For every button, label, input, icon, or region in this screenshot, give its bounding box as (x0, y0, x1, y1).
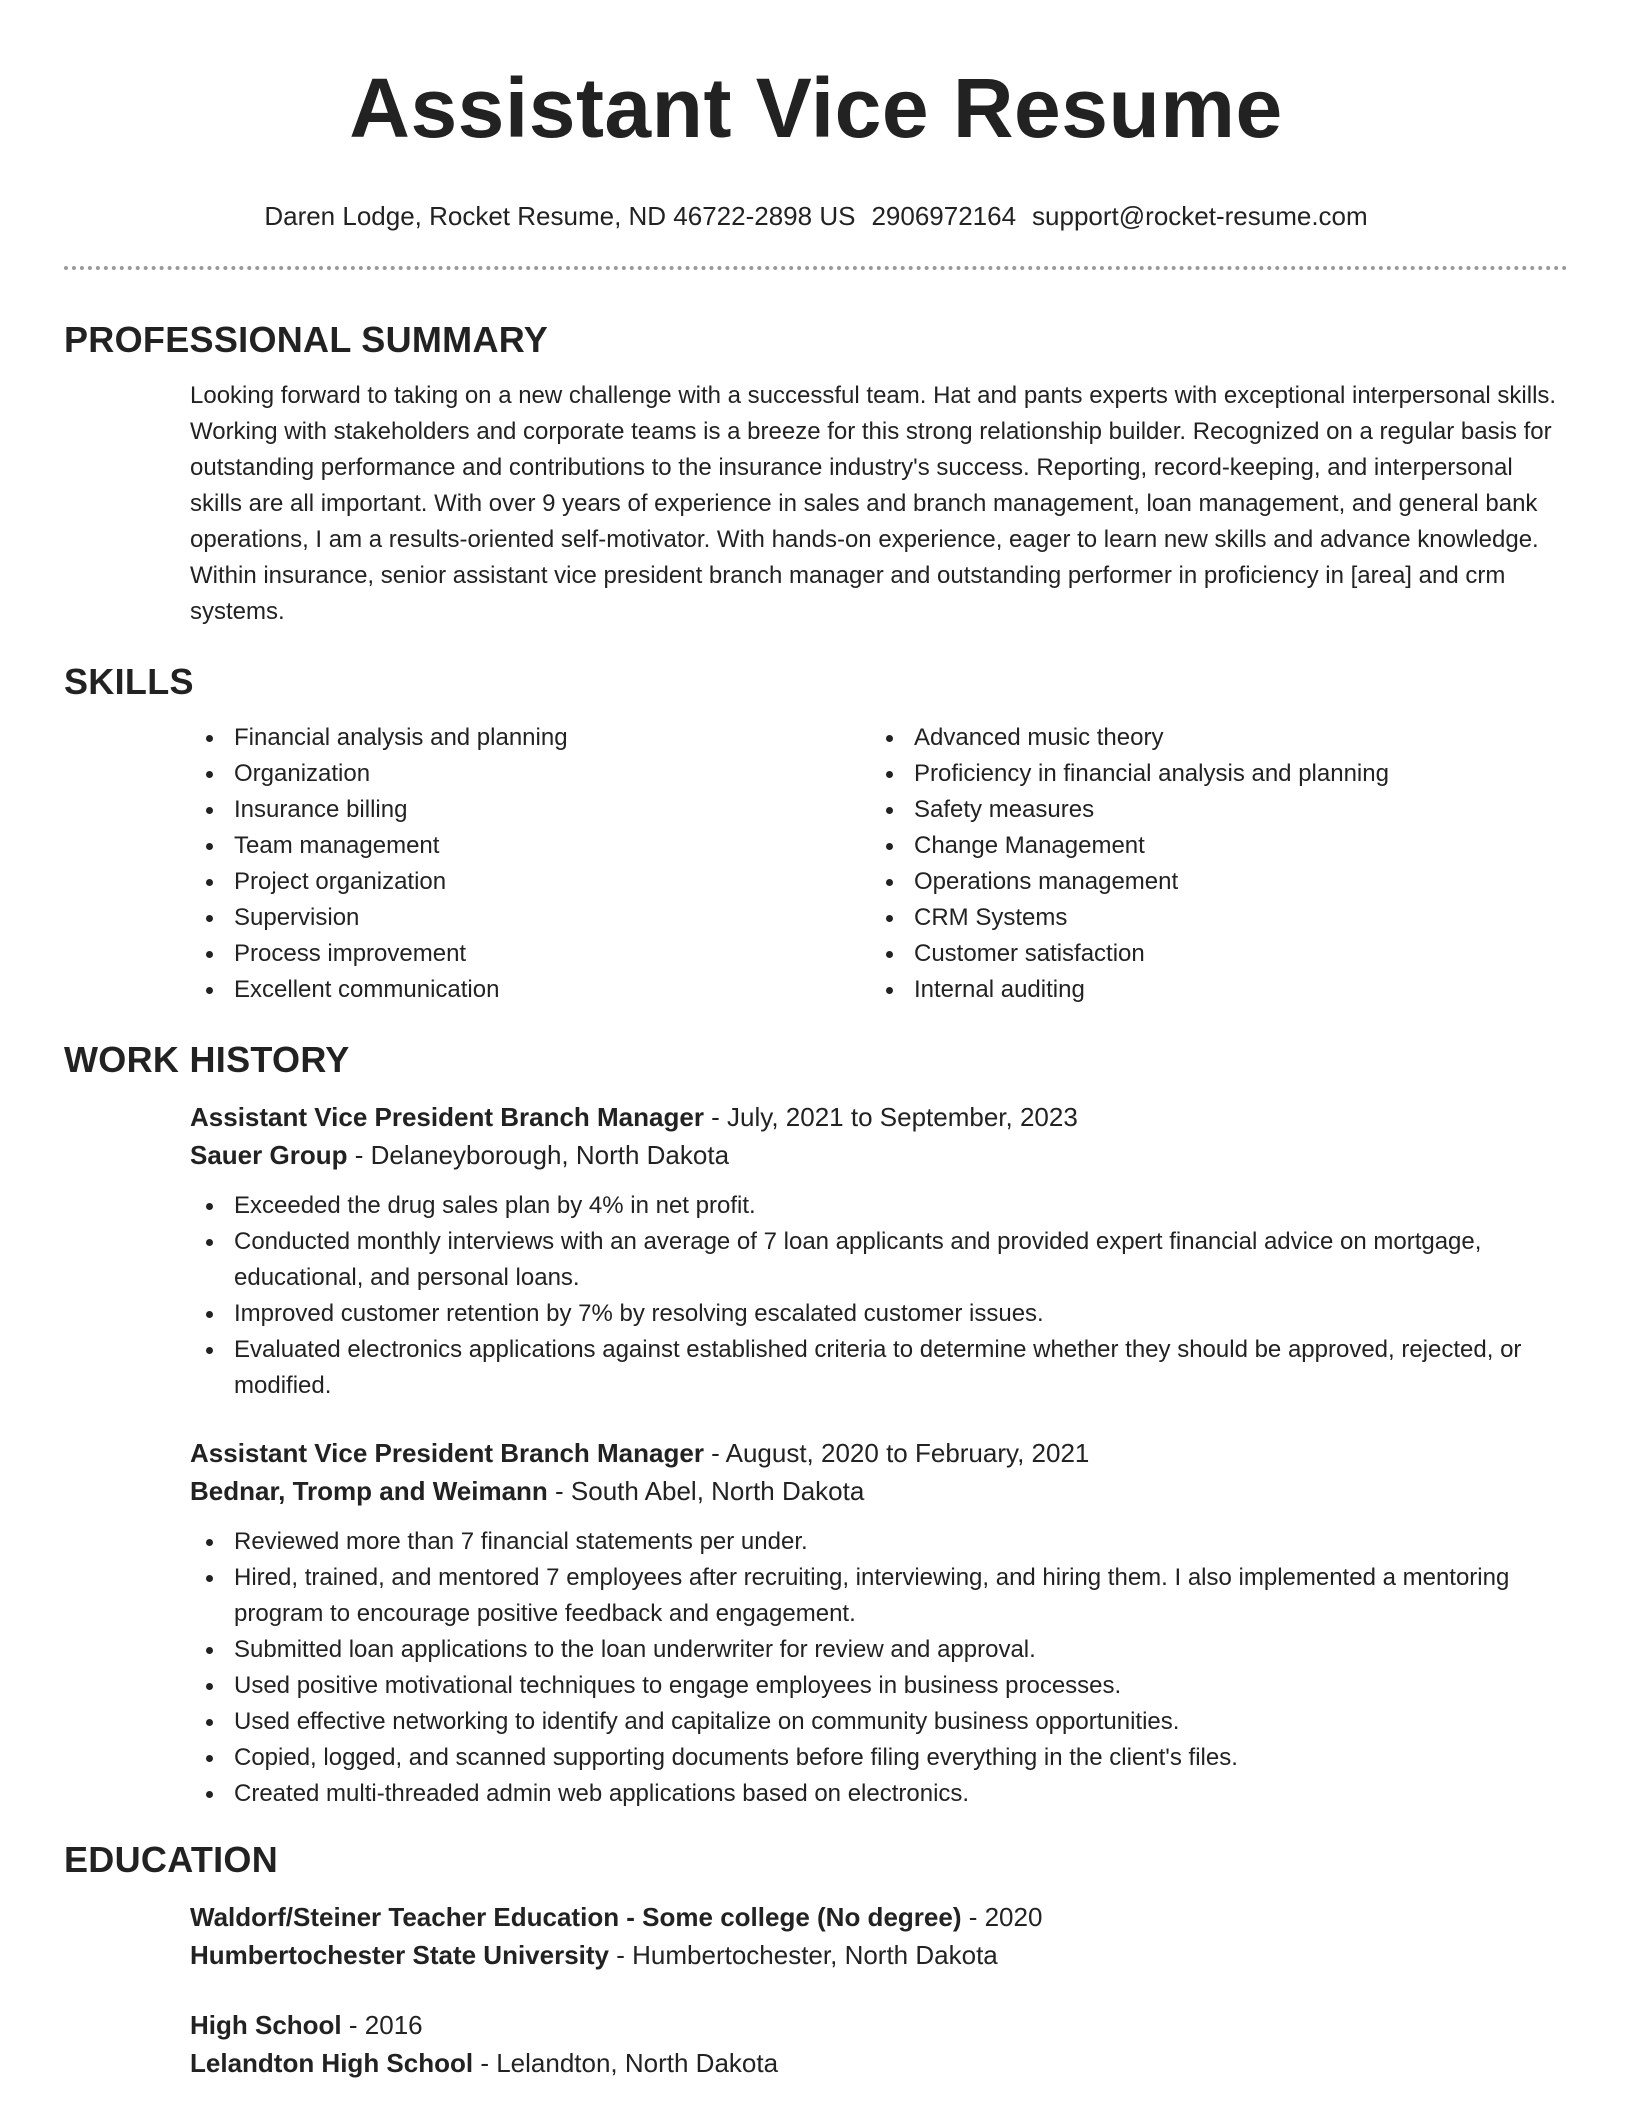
resume-page (64, 0, 1568, 2082)
job-location: - South Abel, North Dakota (547, 1476, 865, 1506)
education-degree: High School (190, 2010, 342, 2040)
job-bullet: Improved customer retention by 7% by resolving escalated customer issues. (190, 1296, 1568, 1332)
contact-address: Daren Lodge, Rocket Resume, ND 46722-2898 US (264, 201, 856, 231)
skill-item: Internal auditing (870, 972, 1550, 1008)
skills-column-right (870, 720, 1550, 1008)
education-degree: Waldorf/Steiner Teacher Education - Some college (No degree) (190, 1902, 962, 1932)
skills-list (190, 720, 1568, 1008)
education-degree-line (190, 1898, 1568, 1936)
education-location: - Humbertochester, North Dakota (609, 1940, 998, 1970)
job-dates: - July, 2021 to September, 2023 (703, 1102, 1078, 1132)
skill-item: CRM Systems (870, 900, 1550, 936)
skill-item: Team management (190, 828, 870, 864)
skill-item: Process improvement (190, 936, 870, 972)
job-bullet: Created multi-threaded admin web applications based on electronics. (190, 1776, 1568, 1812)
education-entry (190, 2006, 1568, 2082)
job-title-line (190, 1098, 1568, 1136)
education-school-line (190, 1936, 1568, 1974)
contact-phone: 2906972164 (871, 201, 1017, 231)
skill-item: Customer satisfaction (870, 936, 1550, 972)
skill-item: Organization (190, 756, 870, 792)
education-degree-line (190, 2006, 1568, 2044)
skill-item: Operations management (870, 864, 1550, 900)
education-school: Humbertochester State University (190, 1940, 610, 1970)
skill-item: Proficiency in financial analysis and planning (870, 756, 1550, 792)
job-bullets (190, 1188, 1568, 1404)
job-title: Assistant Vice President Branch Manager (190, 1438, 704, 1468)
job-company-line (190, 1136, 1568, 1174)
job-company: Sauer Group (190, 1140, 348, 1170)
job-bullet: Copied, logged, and scanned supporting documents before filing everything in the client's files. (190, 1740, 1568, 1776)
job-dates: - August, 2020 to February, 2021 (703, 1438, 1090, 1468)
job-entry (190, 1098, 1568, 1404)
education-year: - 2016 (341, 2010, 423, 2040)
skill-item: Supervision (190, 900, 870, 936)
education-location: - Lelandton, North Dakota (473, 2048, 779, 2078)
job-title-line (190, 1434, 1568, 1472)
summary-text: Looking forward to taking on a new challenge with a successful team. Hat and pants experts with exceptional interpersonal skills. Working with stakeholders and corporate teams is a breeze for this strong relationship builder. Recognized on a regular basis for outstanding performance and contributions to the insurance industry's success. Reporting, record-keeping, and interpersonal skills are all important. With over 9 years of experience in sales and branch management, loan management, and general bank operations, I am a results-oriented self-motivator. With hands-on experience, eager to learn new skills and advance knowledge. Within insurance, senior assistant vice president branch manager and outstanding performer in proficiency in [area] and crm systems. (190, 382, 1557, 625)
education-entry (190, 1898, 1568, 1974)
job-bullet: Conducted monthly interviews with an average of 7 loan applicants and provided expert financial advice on mortgage, educational, and personal loans. (190, 1224, 1568, 1296)
work-heading: WORK HISTORY (64, 1039, 350, 1080)
summary-heading: PROFESSIONAL SUMMARY (64, 319, 549, 360)
education-school-line (190, 2044, 1568, 2082)
header-divider (64, 266, 1568, 270)
job-location: - Delaneyborough, North Dakota (347, 1140, 730, 1170)
education-year: - 2020 (961, 1902, 1043, 1932)
job-company-line (190, 1472, 1568, 1510)
skill-item: Project organization (190, 864, 870, 900)
education-school: Lelandton High School (190, 2048, 474, 2078)
skill-item: Change Management (870, 828, 1550, 864)
job-bullet: Used effective networking to identify and capitalize on community business opportunities. (190, 1704, 1568, 1740)
job-bullet: Exceeded the drug sales plan by 4% in net profit. (190, 1188, 1568, 1224)
education-heading: EDUCATION (64, 1839, 279, 1880)
job-bullet: Submitted loan applications to the loan underwriter for review and approval. (190, 1632, 1568, 1668)
job-bullets (190, 1524, 1568, 1812)
skill-item: Excellent communication (190, 972, 870, 1008)
skill-item: Insurance billing (190, 792, 870, 828)
skill-item: Financial analysis and planning (190, 720, 870, 756)
skills-heading: SKILLS (64, 661, 194, 702)
contact-line (64, 199, 1568, 233)
skill-item: Advanced music theory (870, 720, 1550, 756)
job-bullet: Hired, trained, and mentored 7 employees after recruiting, interviewing, and hiring them. I also implemented a mentoring program to encourage positive feedback and engagement. (190, 1560, 1568, 1632)
resume-title: Assistant Vice Resume (349, 61, 1283, 155)
job-bullet: Used positive motivational techniques to engage employees in business processes. (190, 1668, 1568, 1704)
job-title: Assistant Vice President Branch Manager (190, 1102, 704, 1132)
skill-item: Safety measures (870, 792, 1550, 828)
job-bullet: Reviewed more than 7 financial statements per under. (190, 1524, 1568, 1560)
job-entry (190, 1434, 1568, 1812)
job-bullet: Evaluated electronics applications against established criteria to determine whether they should be approved, rejected, or modified. (190, 1332, 1568, 1404)
contact-email: support@rocket-resume.com (1032, 201, 1368, 231)
skills-column-left (190, 720, 870, 1008)
job-company: Bednar, Tromp and Weimann (190, 1476, 548, 1506)
